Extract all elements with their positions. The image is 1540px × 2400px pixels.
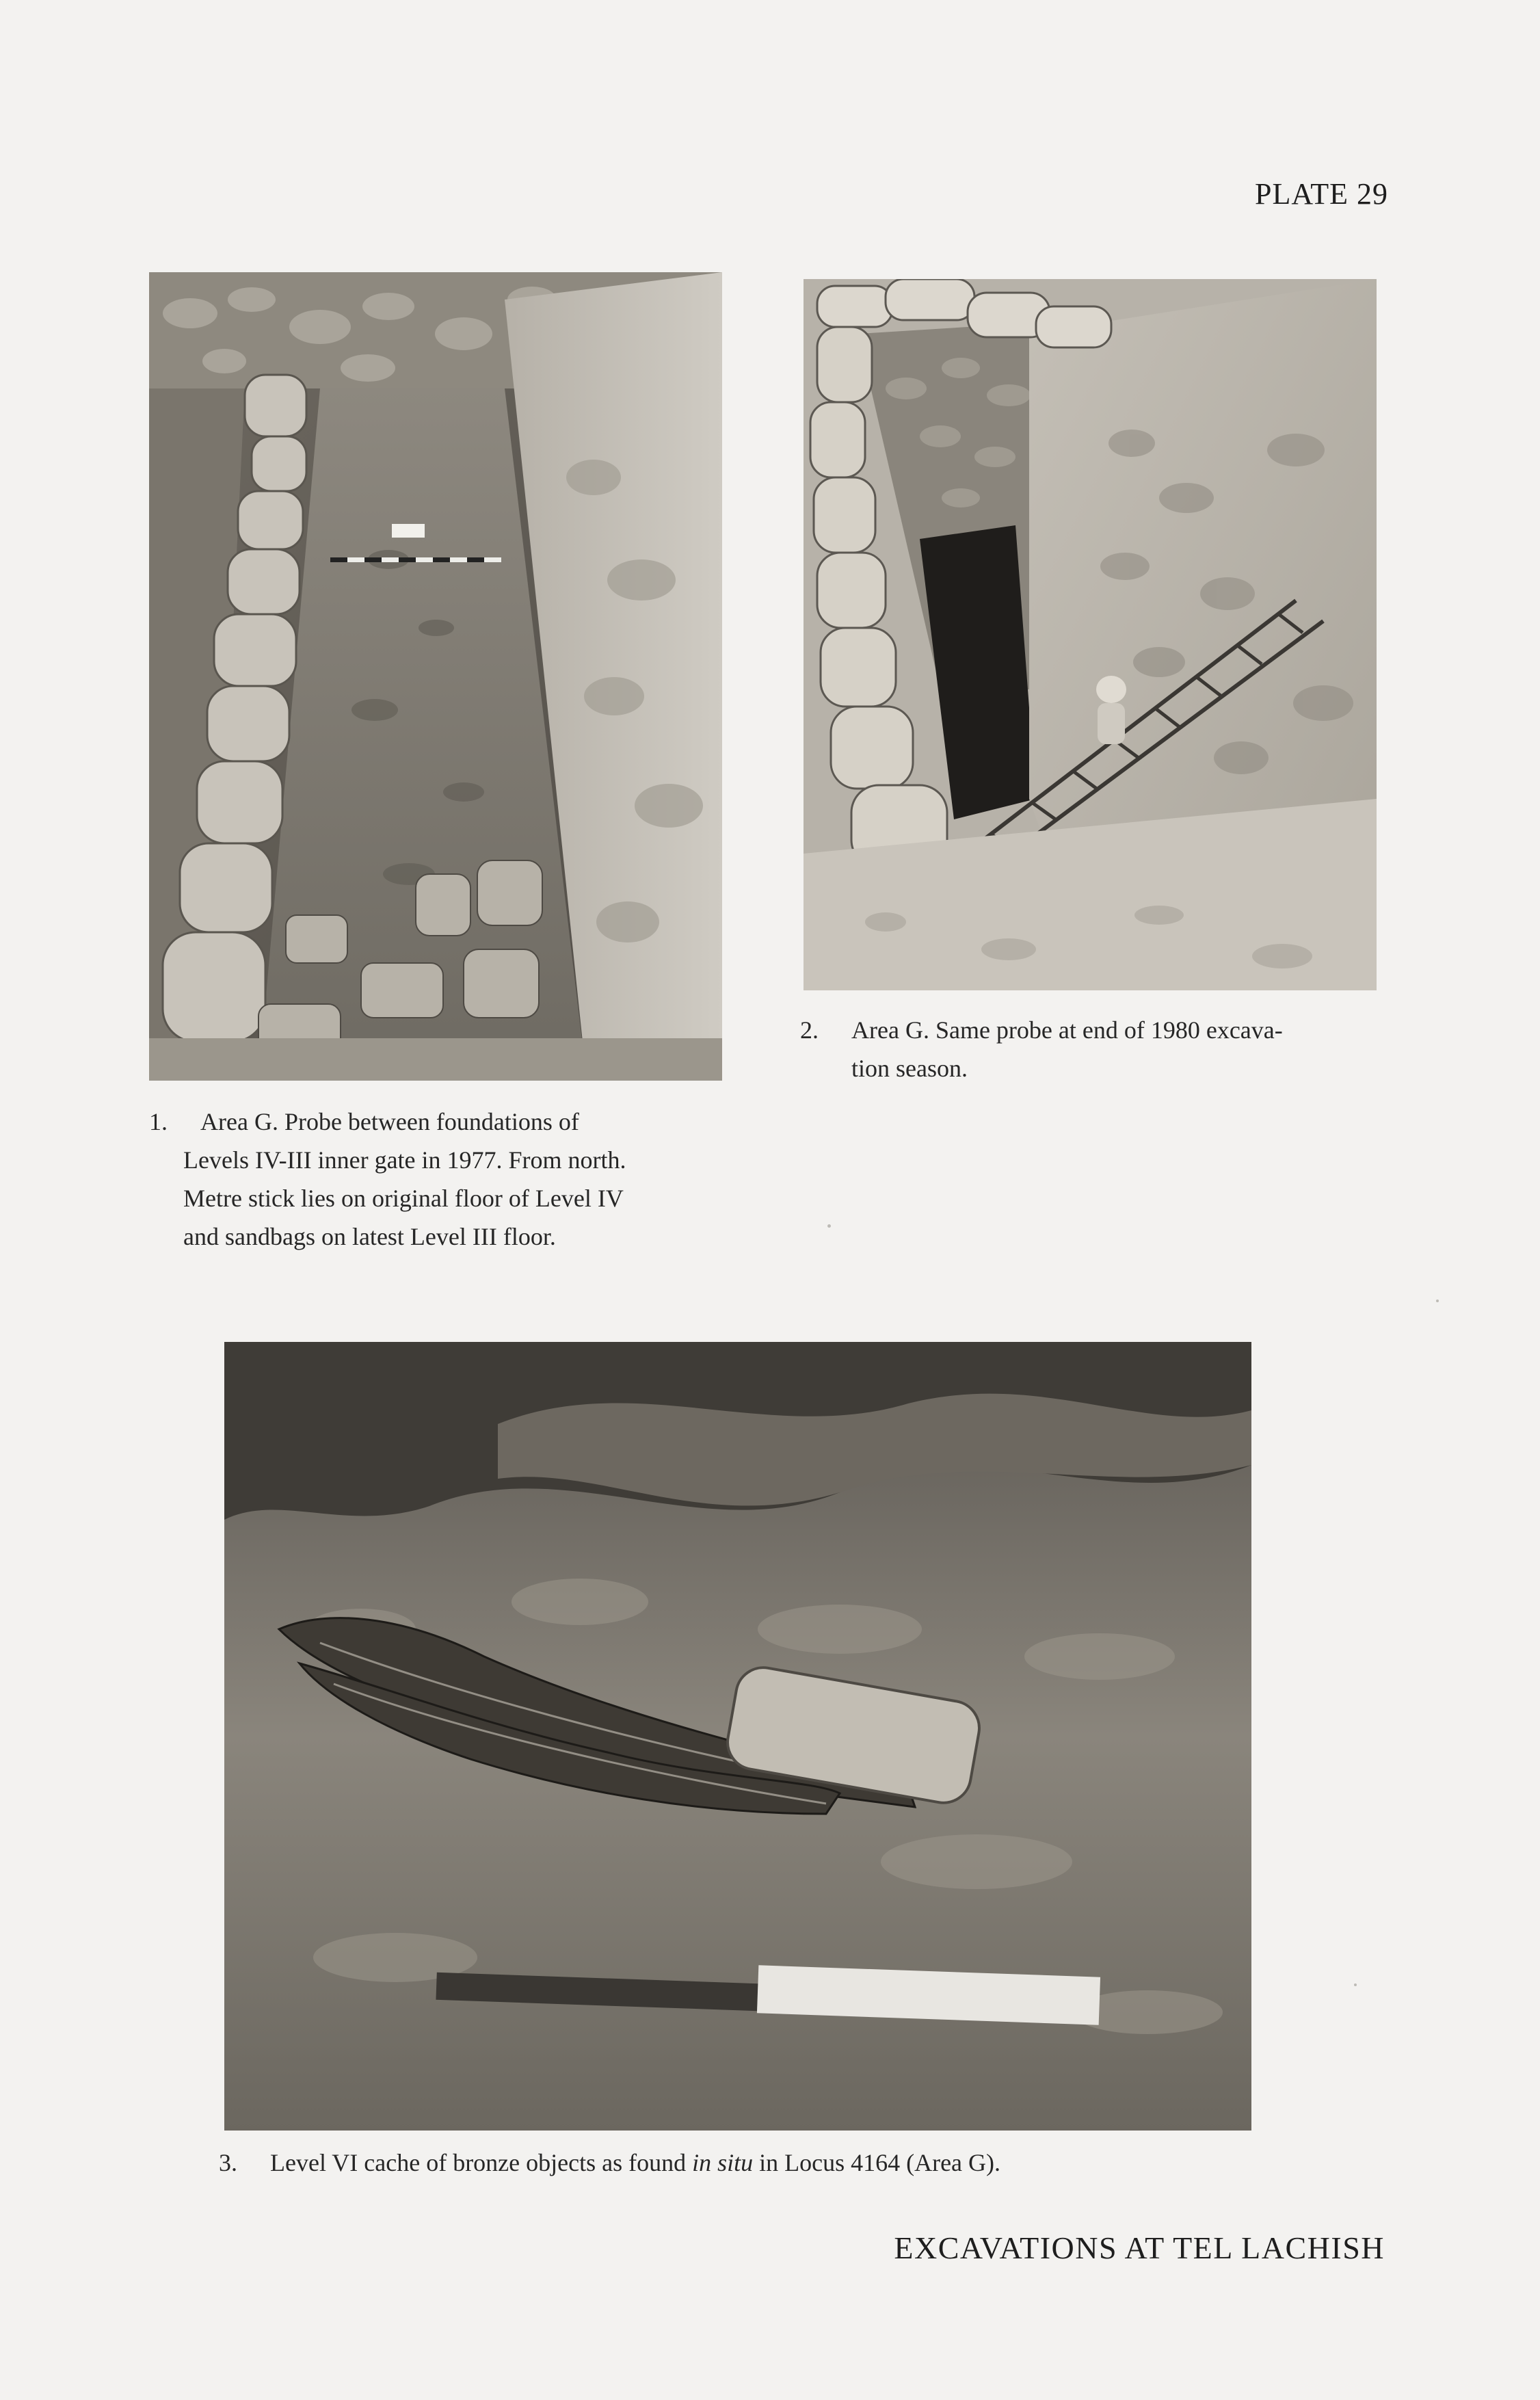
caption-1-line: Levels IV-III inner gate in 1977. From north. xyxy=(183,1146,626,1174)
paper-speck xyxy=(827,1224,831,1228)
photo-3-bronze-cache xyxy=(224,1342,1251,2131)
photo-1-probe-sandbags xyxy=(149,272,722,1081)
caption-3-number: 3. xyxy=(219,2149,237,2176)
caption-2-number: 2. xyxy=(800,1016,819,1044)
caption-1-line: Area G. Probe between foundations of xyxy=(200,1108,579,1135)
photo-2-probe-ladder xyxy=(804,279,1377,990)
footer-title: EXCAVATIONS AT TEL LACHISH xyxy=(894,2230,1385,2265)
plate-label: PLATE 29 xyxy=(1255,177,1388,211)
caption-1-line: and sandbags on latest Level III floor. xyxy=(183,1223,556,1250)
caption-3 xyxy=(219,2144,1313,2182)
paper-speck xyxy=(1354,1983,1357,1986)
caption-3-text: Level VI cache of bronze objects as found in situ in Locus 4164 (Area G). xyxy=(270,2149,1001,2176)
caption-2-line: tion season. xyxy=(851,1055,968,1082)
caption-2 xyxy=(800,1011,1402,1087)
caption-1-number: 1. xyxy=(149,1108,168,1135)
caption-2-line: Area G. Same probe at end of 1980 excava- xyxy=(851,1016,1283,1044)
caption-1 xyxy=(149,1103,765,1256)
paper-speck xyxy=(1436,1300,1439,1302)
caption-1-line: Metre stick lies on original floor of Level IV xyxy=(183,1185,624,1212)
